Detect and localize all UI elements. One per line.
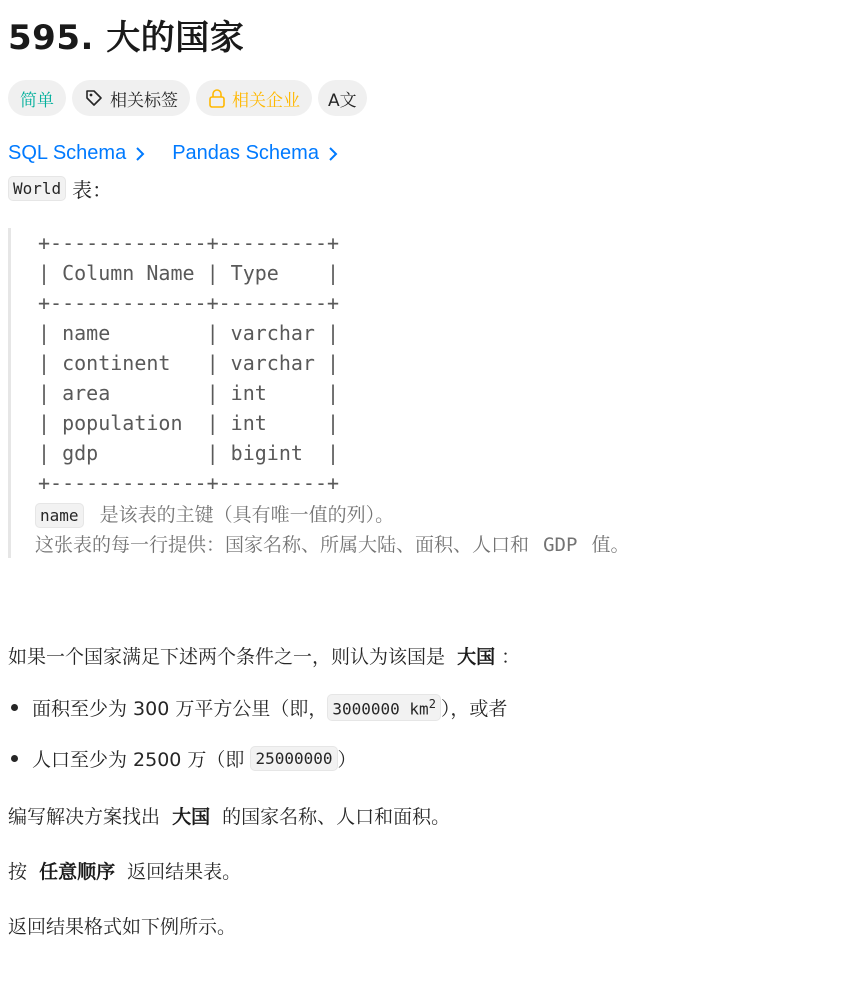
related-companies-label: 相关企业 (232, 90, 300, 111)
bullet-dot (11, 755, 18, 762)
pandas-schema-link[interactable] (172, 142, 339, 165)
related-companies-button[interactable] (196, 80, 312, 116)
task-statement (8, 802, 450, 829)
row-desc-before: 这张表的每一行提供：国家名称、所属大陆、面积、人口和 (35, 534, 530, 556)
bullet2-after: ） (337, 749, 357, 771)
sql-schema-link[interactable] (8, 142, 146, 165)
row-desc-after: 值。 (591, 534, 630, 556)
pk-code: name (35, 503, 84, 528)
schema-links (8, 142, 339, 165)
list-item (8, 745, 357, 772)
chevron-right-icon (327, 146, 339, 162)
tag-icon (84, 88, 104, 108)
bullet2-text: 人口至少为 2500 万（即 (32, 749, 245, 771)
pandas-schema-label: Pandas Schema (172, 142, 319, 164)
order-after: 返回结果表。 (127, 861, 242, 883)
order-statement (8, 857, 241, 884)
order-bold: 任意顺序 (39, 861, 116, 883)
table-intro (8, 174, 112, 203)
format-note: 返回结果格式如下例所示。 (8, 916, 237, 938)
translate-icon: A文 (328, 90, 357, 111)
related-tags-label: 相关标签 (110, 90, 178, 111)
tag-row (8, 80, 367, 116)
bullet-dot (11, 704, 18, 711)
table-intro-suffix: 表： (72, 178, 113, 202)
condition-intro-bold: 大国 (457, 646, 496, 668)
lock-icon (208, 88, 226, 108)
pk-text: 是该表的主键（具有唯一值的列）。 (99, 504, 395, 526)
bullet2-code: 25000000 (250, 746, 337, 771)
condition-intro-colon: ： (501, 646, 521, 668)
related-tags-button[interactable] (72, 80, 190, 116)
primary-key-note (35, 500, 394, 527)
condition-intro (8, 642, 520, 669)
chevron-right-icon (134, 146, 146, 162)
order-text: 按 (8, 861, 28, 883)
page-title: 595. 大的国家 (8, 18, 245, 58)
task-after: 的国家名称、人口和面积。 (222, 806, 451, 828)
table-name-code: World (8, 176, 66, 201)
schema-table: +-------------+---------+ | Column Name | Type | +-------------+---------+ | name | varchar | | continent | varchar | | area | int | | population | int | | gdp | bigint | +-------------+---------+ (38, 231, 340, 495)
row-description (35, 530, 629, 557)
condition-intro-text: 如果一个国家满足下述两个条件之一，则认为该国是 (8, 646, 446, 668)
task-text: 编写解决方案找出 (8, 806, 161, 828)
task-bold: 大国 (172, 806, 211, 828)
sql-schema-label: SQL Schema (8, 142, 127, 164)
translate-button[interactable] (318, 80, 367, 116)
difficulty-badge[interactable]: 简单 (8, 80, 66, 116)
list-item (8, 694, 507, 721)
bullet1-code: 3000000 $km^2$ (327, 694, 441, 721)
bullet1-text: 面积至少为 300 万平方公里（即， (32, 698, 328, 721)
bullet1-after: ），或者 (440, 698, 508, 721)
row-desc-code: GDP (543, 534, 578, 556)
